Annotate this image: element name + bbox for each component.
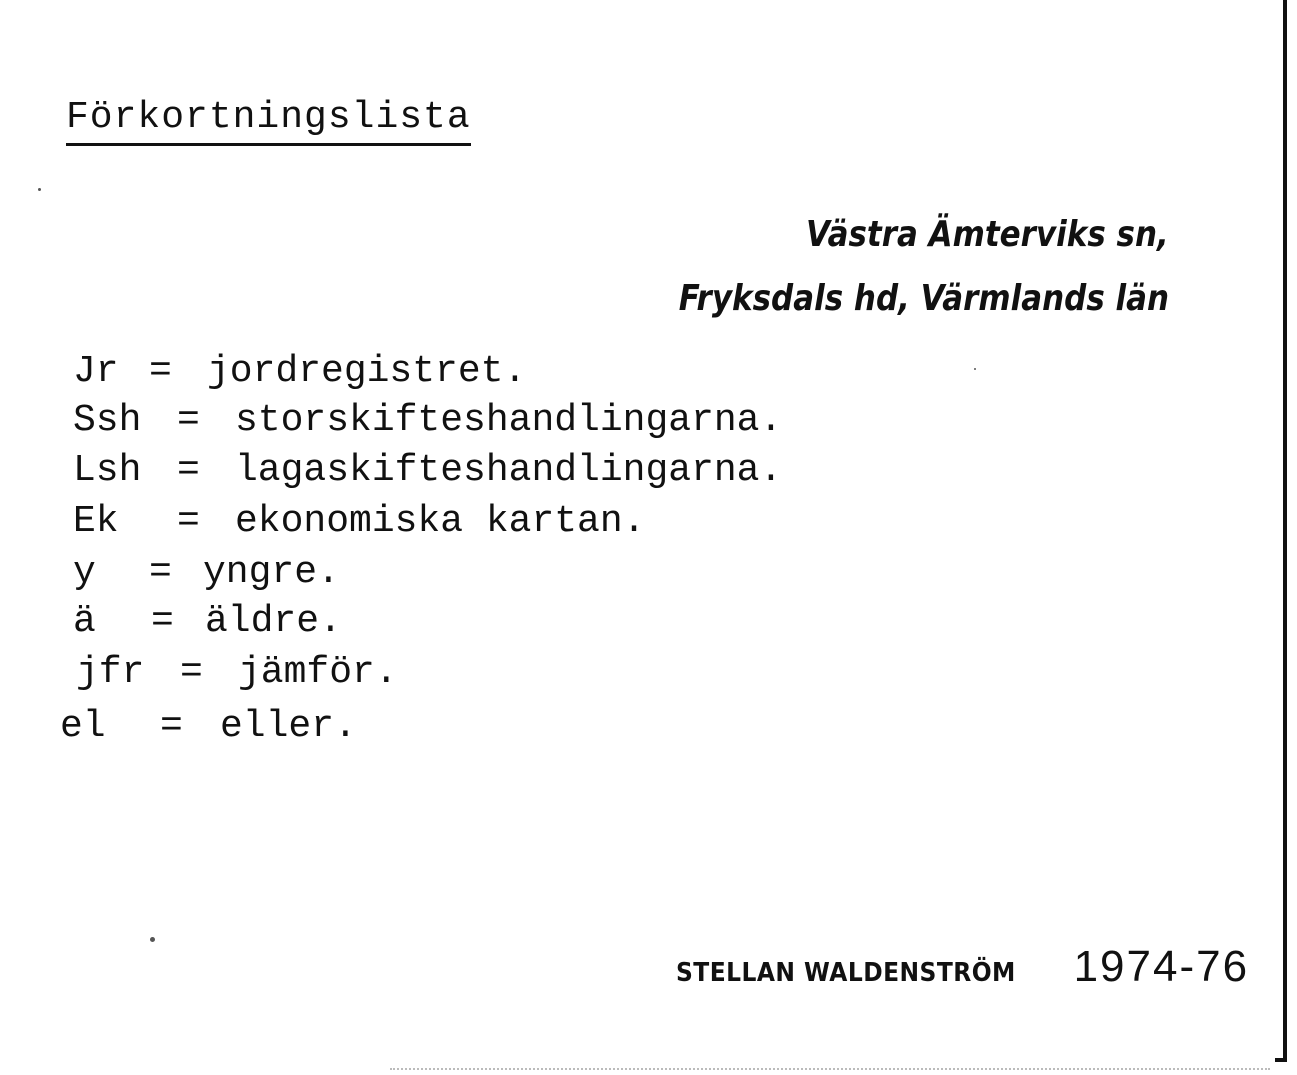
abbreviation-term: Ek: [73, 500, 119, 543]
abbreviation-meaning: äldre.: [205, 600, 342, 643]
paper-speck: [38, 188, 41, 191]
equals-sign: =: [149, 551, 172, 594]
abbreviation-entry: [60, 705, 357, 749]
abbreviation-term: el: [60, 705, 106, 748]
paper-speck: [150, 937, 155, 942]
abbreviation-meaning: eller.: [220, 705, 357, 748]
abbreviation-entry: [73, 399, 782, 443]
abbreviation-meaning: jordregistret.: [207, 350, 527, 393]
place-line-parish: Västra Ämterviks sn,: [806, 214, 1169, 255]
author-signature: [676, 942, 1249, 992]
abbreviation-entry: [73, 551, 340, 595]
paper-speck: [974, 368, 976, 370]
abbreviation-entry: [73, 449, 782, 493]
abbreviation-term: Jr: [73, 350, 119, 393]
card-bottom-edge: [390, 1068, 1270, 1070]
abbreviation-entry: [73, 350, 526, 394]
equals-sign: =: [180, 651, 203, 694]
equals-sign: =: [160, 705, 183, 748]
abbreviation-meaning: jämför.: [238, 651, 398, 694]
abbreviation-term: Lsh: [73, 449, 142, 492]
abbreviation-term: Ssh: [73, 399, 142, 442]
document-title: Förkortningslista: [66, 96, 471, 146]
abbreviation-entry: [73, 500, 645, 544]
abbreviation-meaning: lagaskifteshandlingarna.: [235, 449, 783, 492]
abbreviation-meaning: yngre.: [203, 551, 340, 594]
survey-years: 1974-76: [1073, 942, 1250, 991]
equals-sign: =: [149, 350, 172, 393]
abbreviation-entry: [76, 651, 398, 695]
abbreviation-meaning: ekonomiska kartan.: [235, 500, 646, 543]
abbreviation-term: jfr: [76, 651, 145, 694]
equals-sign: =: [177, 399, 200, 442]
abbreviation-entry: [73, 600, 342, 644]
abbreviation-meaning: storskifteshandlingarna.: [235, 399, 783, 442]
author-name: STELLAN WALDENSTRÖM: [676, 958, 1016, 988]
equals-sign: =: [177, 449, 200, 492]
card-corner-edge: [1275, 1058, 1287, 1062]
card-right-edge: [1283, 0, 1287, 1062]
place-line-district: Fryksdals hd, Värmlands län: [678, 278, 1169, 319]
abbreviation-term: ä: [73, 600, 96, 643]
equals-sign: =: [177, 500, 200, 543]
abbreviation-term: y: [73, 551, 96, 594]
equals-sign: =: [151, 600, 174, 643]
